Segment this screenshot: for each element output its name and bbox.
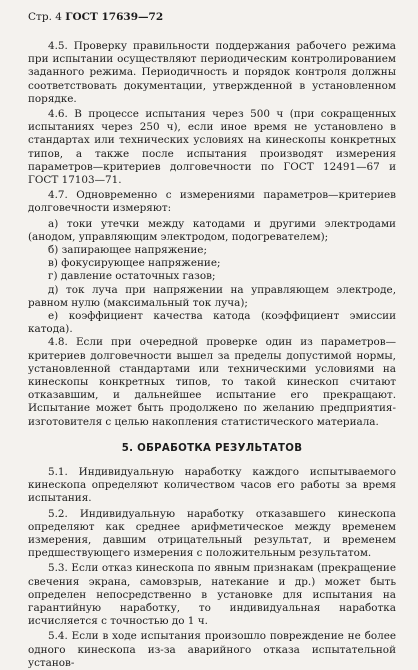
paragraph-4-5: 4.5. Проверку правильности поддержания рабочего режима при испытании осуществляют периодическим контролированием заданного режима. Периодичность и порядок контроля должны соответствовать документации, утвержденной в установленном порядке. <box>28 40 396 105</box>
standard-number: ГОСТ 17639—72 <box>65 11 164 23</box>
section-title: 5. ОБРАБОТКА РЕЗУЛЬТАТОВ <box>121 442 303 454</box>
paragraph-4-6: 4.6. В процессе испытания через 500 ч (при сокращенных испытаниях через 250 ч), если иное время не установлено в стандартах или технических условиях на кинескопы конкретных типов, а также после испытания производят измерения параметров—критериев долговечности по ГОСТ 12491—67 и ГОСТ 17103—71. <box>28 108 396 187</box>
paragraph-4-8: 4.8. Если при очередной проверке один из параметров—критериев долговечности вышел за пределы допустимой нормы, установленной стандартами или техническими условиями на кинескопы конкретных типов, то такой кинескоп считают отказавшим, и дальнейшее испытание его прекращают. Испытание может быть продолжено по желанию предприятия-изготовителя с целью накопления статистического материала. <box>28 336 396 428</box>
list-item-b: б) запирающее напряжение; <box>48 244 207 257</box>
paragraph-5-2: 5.2. Индивидуальную наработку отказавшего кинескопа определяют как среднее арифметическое между временем измерения, давшим отрицательный результат, и временем предшествующего измерения с положительным результатом. <box>28 507 396 560</box>
list-item-e: е) коэффициент качества катода (коэффициент эмиссии катода). <box>28 310 396 336</box>
paragraph-5-3: 5.3. Если отказ кинескопа по явным признакам (прекращение свечения экрана, самовзрыв, натекание и др.) может быть определен непосредственно в установке для испытания на гарантийную наработку, то индивидуальная наработка исчисляется с точностью до 1 ч. <box>28 562 396 628</box>
paragraph-5-4: 5.4. Если в ходе испытания произошло повреждение не более одного кинескопа из-за аварийного отказа испытательной установ- <box>28 630 396 669</box>
list-item-a: а) токи утечки между катодами и другими электродами (анодом, управляющим электродом, подогревателем); <box>28 217 396 243</box>
paragraph-5-1: 5.1. Индивидуальную наработку каждого испытываемого кинескопа определяют количеством часов его работы за время испытания. <box>28 465 396 505</box>
list-item-v: в) фокусирующее напряжение; <box>48 257 221 270</box>
page-number: Стр. 4 <box>28 11 62 23</box>
list-item-d: д) ток луча при напряжении на управляющем электроде, равном нулю (максимальный ток луча); <box>28 283 396 309</box>
list-item-g: г) давление остаточных газов; <box>48 270 216 283</box>
page-header <box>28 10 396 24</box>
paragraph-4-7: 4.7. Одновременно с измерениями параметров—критериев долговечности измеряют: <box>28 189 396 215</box>
